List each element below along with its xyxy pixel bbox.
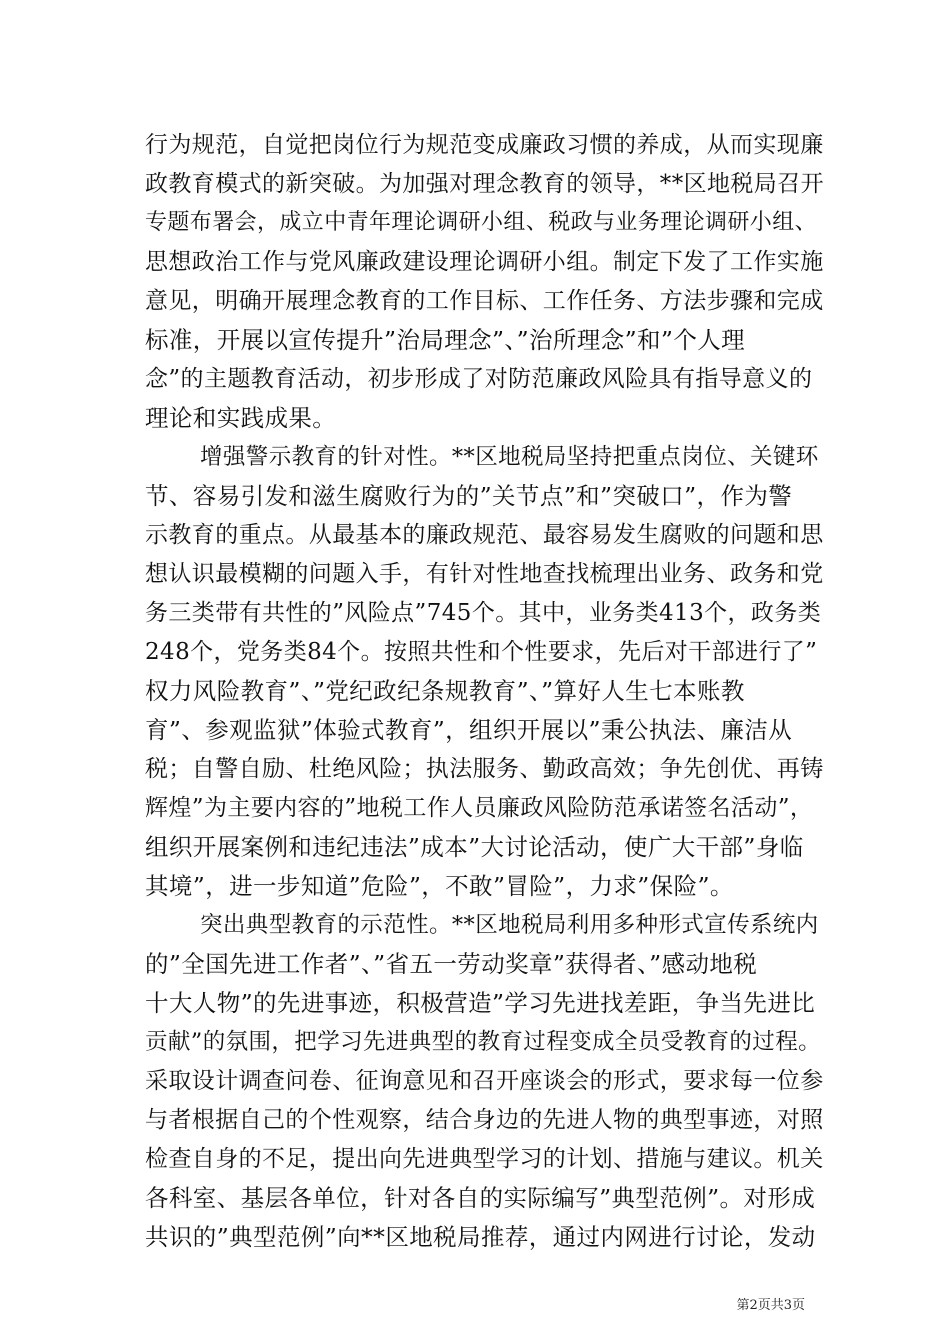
text-line: 示教育的重点。从最基本的廉政规范、最容易发生腐败的问题和思	[145, 522, 824, 548]
text-line: 与者根据自己的个性观察，结合身边的先进人物的典型事迹，对照	[145, 1107, 824, 1133]
text-line: 各科室、基层各单位，针对各自的实际编写”典型范例”。对形成	[145, 1184, 816, 1212]
text-line: 务三类带有共性的”风险点”745个。其中，业务类413个，政务类	[145, 600, 822, 626]
text-line: 意见，明确开展理念教育的工作目标、工作任务、方法步骤和完成	[145, 288, 824, 314]
text-line: 共识的”典型范例”向**区地税局推荐，通过内网进行讨论，发动	[145, 1223, 816, 1251]
text-line: 检查自身的不足，提出向先进典型学习的计划、措施与建议。机关	[145, 1146, 824, 1172]
text-line: 想认识最模糊的问题入手，有针对性地查找梳理出业务、政务和党	[145, 561, 824, 587]
text-line: 政教育模式的新突破。为加强对理念教育的领导，**区地税局召开	[145, 171, 824, 197]
text-line: 采取设计调查问卷、征询意见和召开座谈会的形式，要求每一位参	[145, 1068, 824, 1094]
text-line: 标准，开展以宣传提升”治局理念”、”治所理念”和”个人理	[145, 326, 746, 354]
text-line: 权力风险教育”、”党纪政纪条规教育”、”算好人生七本账教	[145, 677, 745, 705]
text-line: 行为规范，自觉把岗位行为规范变成廉政习惯的养成，从而实现廉	[145, 132, 824, 158]
text-line: 思想政治工作与党风廉政建设理论调研小组。制定下发了工作实施	[145, 249, 824, 275]
text-line: 税；自警自励、杜绝风险；执法服务、勤政高效；争先创优、再铸	[145, 756, 824, 782]
text-line: 其境”，进一步知道”危险”，不敢”冒险”，力求”保险”。	[145, 872, 734, 900]
text-line: 辉煌”为主要内容的”地税工作人员廉政风险防范承诺签名活动”，	[145, 795, 814, 821]
text-line: 贡献”的氛围，把学习先进典型的教育过程变成全员受教育的过程。	[145, 1029, 822, 1055]
paragraph-first-line: 增强警示教育的针对性。**区地税局坚持把重点岗位、关键环	[200, 444, 819, 470]
text-line: 理论和实践成果。	[145, 404, 337, 432]
text-line: 十大人物”的先进事迹，积极营造”学习先进找差距，争当先进比	[145, 989, 816, 1017]
text-line: 专题布署会，成立中青年理论调研小组、税政与业务理论调研小组、	[145, 210, 818, 235]
page-number: 第2页共3页	[736, 1298, 805, 1313]
text-line: 节、容易引发和滋生腐败行为的”关节点”和”突破口”，作为警	[145, 482, 793, 510]
paragraph-first-line: 突出典型教育的示范性。**区地税局利用多种形式宣传系统内	[200, 912, 819, 938]
text-line: 248个，党务类84个。按照共性和个性要求，先后对干部进行了”	[145, 639, 818, 665]
text-line: 的”全国先进工作者”、”省五一劳动奖章”获得者、”感动地税	[145, 950, 758, 978]
text-line: 育”、参观监狱”体验式教育”，组织开展以”秉公执法、廉洁从	[145, 716, 793, 744]
text-line: 念”的主题教育活动，初步形成了对防范廉政风险具有指导意义的	[145, 366, 813, 392]
text-line: 组织开展案例和违纪违法”成本”大讨论活动，使广大干部”身临	[145, 833, 804, 861]
